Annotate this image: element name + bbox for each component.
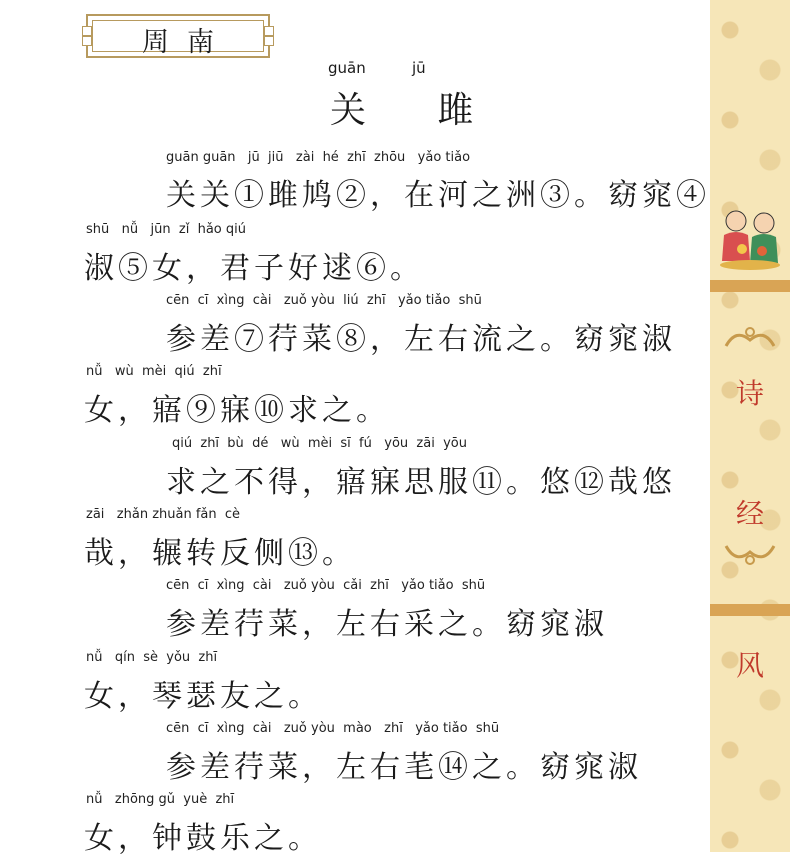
strip-char-jing: 经 (735, 497, 764, 530)
poem-line: 参差⑦荇菜⑧，左右流之。窈窕淑 (166, 322, 676, 357)
title-pinyin-2: jū (412, 59, 426, 77)
poem-line: 求之不得，寤寐思服⑪。悠⑫哉悠 (166, 465, 676, 500)
section-header-box (86, 14, 270, 58)
poem-line: 参差荇菜，左右采之。窈窕淑 (166, 607, 608, 642)
poem-line: 淑⑤女，君子好逑⑥。 (84, 251, 424, 286)
decorative-side-strip (710, 0, 790, 852)
strip-char-feng: 风 (735, 649, 764, 682)
poem-line: 女，琴瑟友之。 (84, 679, 322, 714)
poem-line: 女，钟鼓乐之。 (84, 821, 322, 856)
poem-title: 关 雎 (330, 90, 504, 131)
strip-band (710, 604, 790, 616)
poem-line: 关关①雎鸠②，在河之洲③。窈窕④ (166, 178, 710, 213)
poem-line: 参差荇菜，左右芼⑭之。窈窕淑 (166, 750, 642, 785)
cloud-ornament-icon (722, 322, 778, 352)
title-pinyin-1: guān (328, 59, 366, 77)
strip-char-shi: 诗 (735, 377, 764, 410)
strip-band (710, 280, 790, 292)
poem-line: 女，寤⑨寐⑩求之。 (84, 393, 390, 428)
section-title: 周南 (142, 27, 232, 58)
poem-line: 哉，辗转反侧⑬。 (84, 536, 356, 571)
children-illustration-icon (714, 205, 786, 271)
cloud-ornament-icon (722, 540, 778, 570)
